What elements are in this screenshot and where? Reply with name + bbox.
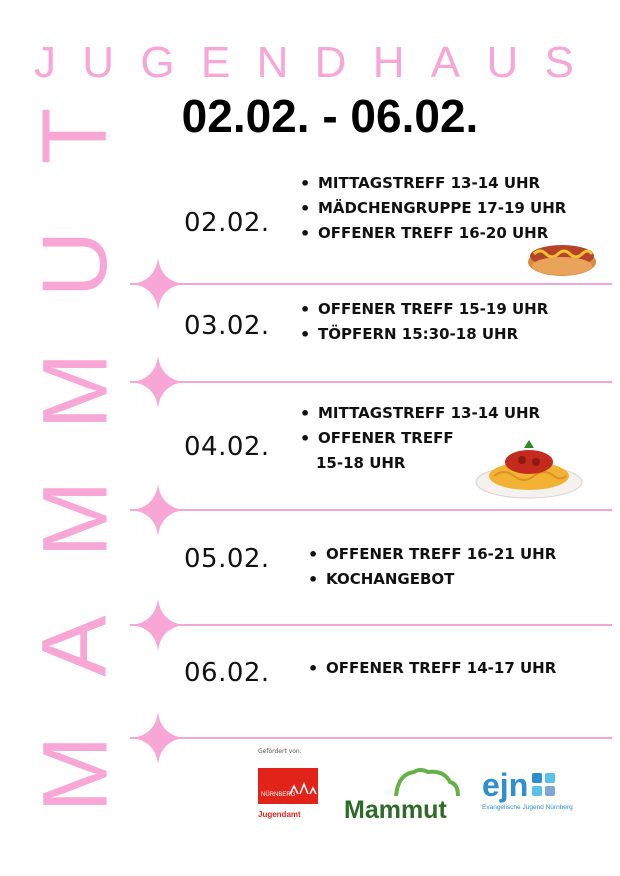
header-letter: A: [430, 38, 461, 87]
sparkle-icon: [130, 597, 186, 653]
divider: [130, 509, 612, 511]
list-item: • MITTAGSTREFF 13-14 UHR: [300, 171, 566, 196]
mammut-logo-text: Mammut: [344, 796, 447, 824]
event-list: [308, 542, 556, 592]
ejn-grid-icon: [532, 773, 556, 797]
header-letter: H: [372, 38, 405, 87]
divider: [130, 624, 612, 626]
divider: [130, 381, 612, 383]
mammut-logo: [344, 766, 464, 826]
nuernberg-sign-text: NÜRNBERG: [261, 792, 296, 798]
side-title-letter: M: [23, 735, 126, 813]
header-letter: U: [486, 38, 519, 87]
ejn-logo: [482, 768, 586, 811]
sparkle-icon: [130, 482, 186, 538]
header-letter: G: [140, 38, 175, 87]
list-item: • MITTAGSTREFF 13-14 UHR: [300, 401, 540, 426]
day-date: 05.02.: [184, 544, 270, 574]
side-title-letter: A: [24, 615, 126, 678]
list-item-continuation: 15-18 UHR: [316, 454, 406, 472]
event-list: [308, 656, 556, 681]
side-title: [23, 90, 126, 820]
side-title-letter: U: [23, 230, 126, 297]
header-letter: D: [314, 38, 347, 87]
nuernberg-caption: Jugendamt: [258, 810, 301, 819]
list-item: • TÖPFERN 15:30-18 UHR: [300, 322, 548, 347]
side-title-letter: M: [23, 480, 126, 558]
day-date: 04.02.: [184, 432, 270, 462]
list-item: • OFFENER TREFF 16-20 UHR: [300, 221, 566, 246]
mammut-outline-icon: [392, 766, 462, 800]
sparkle-icon: [130, 354, 186, 410]
nuernberg-logo-icon: [258, 768, 318, 804]
nuernberg-logo: [258, 768, 318, 819]
header-letter: J: [34, 38, 56, 87]
event-list: [300, 297, 548, 347]
list-item: • OFFENER TREFF 15-19 UHR: [300, 297, 548, 322]
divider: [130, 737, 612, 739]
divider: [130, 283, 612, 285]
side-title-letter: T: [23, 107, 126, 165]
ejn-caption: Evangelische Jugend Nürnberg: [482, 804, 573, 811]
sparkle-icon: [130, 710, 186, 766]
header-title: [34, 38, 574, 88]
header-letter: N: [256, 38, 289, 87]
sparkle-icon: [130, 256, 186, 312]
date-range: 02.02. - 06.02.: [181, 90, 479, 142]
header-letter: E: [200, 38, 231, 87]
spaghetti-icon: [474, 434, 584, 500]
funded-by-label: Gefördert von:: [258, 748, 302, 755]
hotdog-icon: [526, 232, 598, 280]
header-letter: S: [544, 38, 574, 87]
list-item: • OFFENER TREFF: [300, 426, 540, 451]
list-item: • OFFENER TREFF 14-17 UHR: [308, 656, 556, 681]
list-item: • OFFENER TREFF 16-21 UHR: [308, 542, 556, 567]
list-item: • MÄDCHENGRUPPE 17-19 UHR: [300, 196, 566, 221]
side-title-letter: M: [23, 352, 126, 430]
day-date: 03.02.: [184, 311, 270, 341]
day-date: 02.02.: [184, 208, 270, 238]
ejn-logo-text: ejn: [482, 767, 529, 803]
day-date: 06.02.: [184, 658, 270, 688]
header-letter: U: [82, 38, 115, 87]
list-item: • KOCHANGEBOT: [308, 567, 556, 592]
